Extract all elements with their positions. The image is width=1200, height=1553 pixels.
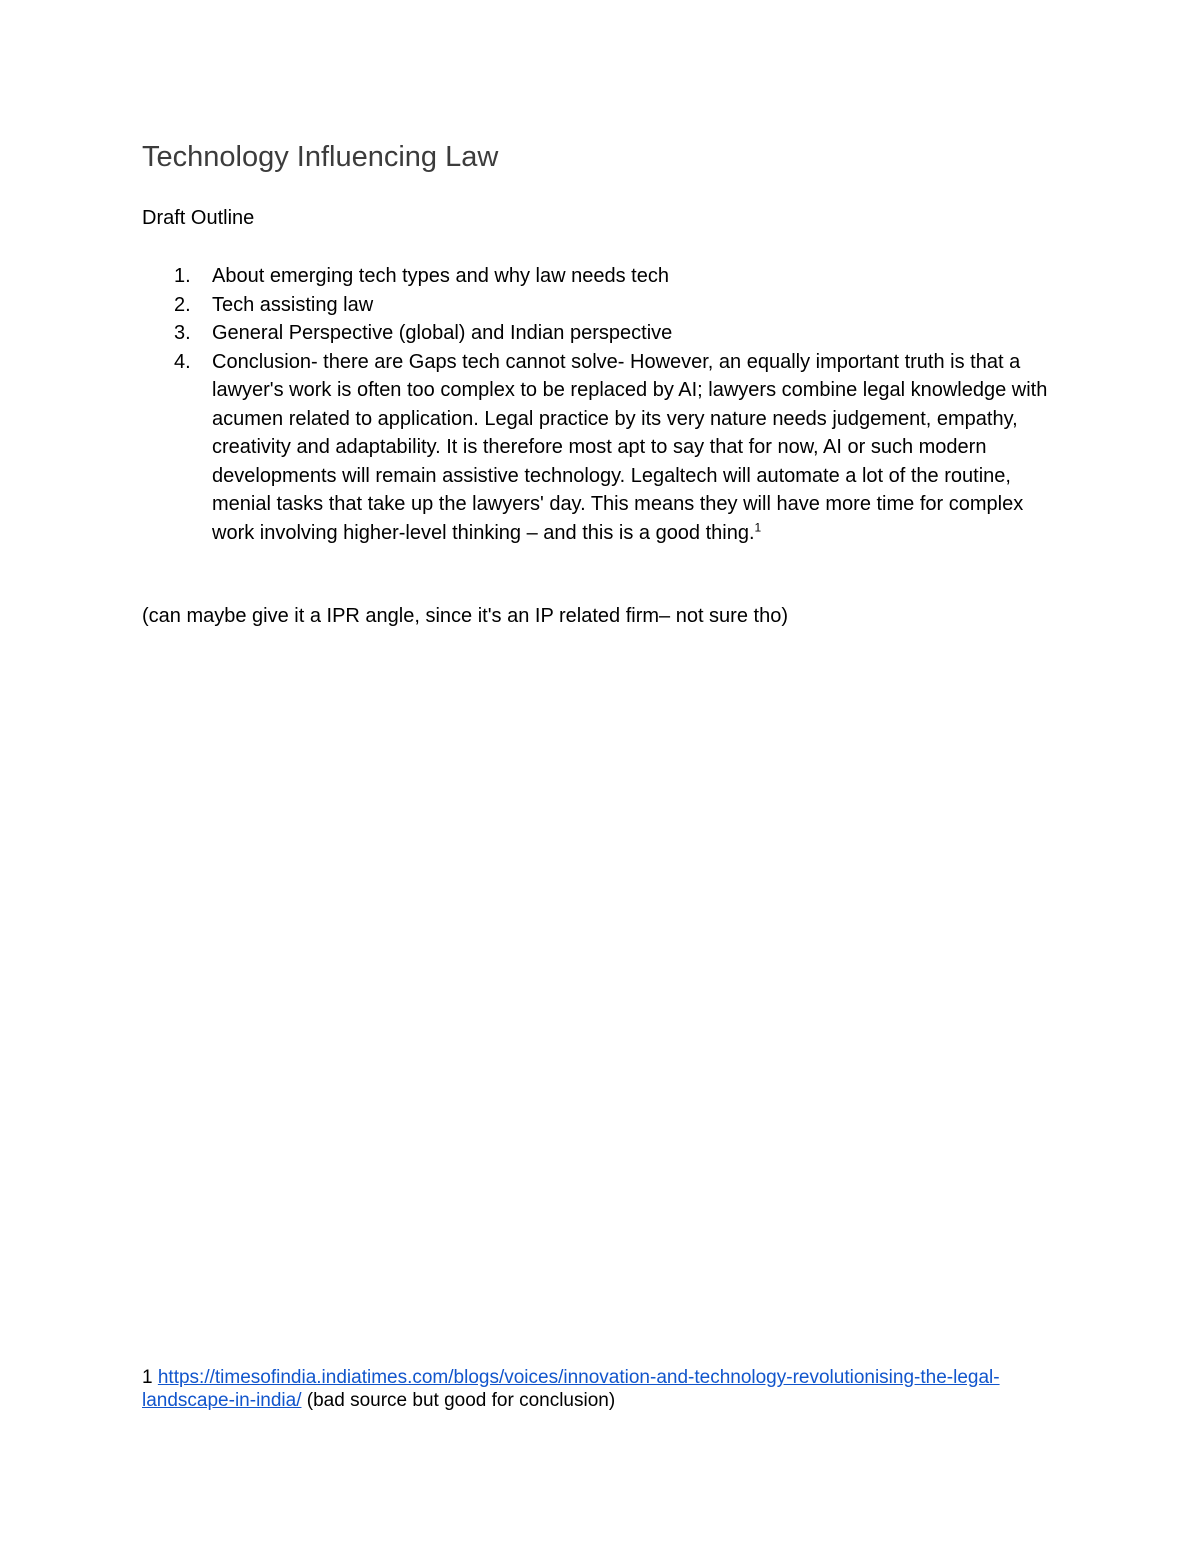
list-item-number: 1. — [174, 265, 191, 287]
list-item-text: Conclusion- there are Gaps tech cannot solve- However, an equally important truth is that a lawyer's work is often too complex to be replaced by AI; lawyers combine legal knowledge with acumen related to application. Legal practice by its very nature needs judgement, empathy, creativity and adaptability. It is therefore most apt to say that for now, AI or such modern developments will remain assistive technology. Legaltech will automate a lot of the routine, menial tasks that take up the lawyers' day. This means they will have more time for complex work involving higher-level thinking – and this is a good thing. — [212, 350, 1048, 544]
list-item-number: 2. — [174, 293, 191, 316]
list-item-text: Tech assisting law — [212, 293, 374, 316]
footnote — [142, 1366, 1042, 1412]
list-item-number: 3. — [174, 322, 191, 344]
list-item-text: General Perspective (global) and Indian perspective — [212, 322, 673, 344]
list-item — [142, 262, 1052, 291]
list-item — [142, 319, 1052, 348]
side-note: (can maybe give it a IPR angle, since it's an IP related firm– not sure tho) — [142, 605, 788, 627]
list-item-text: About emerging tech types and why law needs tech — [212, 265, 669, 287]
footnote-number: 1 — [142, 1367, 153, 1388]
footnote-link[interactable]: https://timesofindia.indiatimes.com/blogs/voices/innovation-and-technology-revolutionising-the-legal-landscape-in-india/ — [142, 1367, 1000, 1411]
outline-list — [142, 262, 1052, 547]
document-title: Technology Influencing Law — [142, 141, 499, 173]
footnote-suffix: (bad source but good for conclusion) — [301, 1390, 616, 1411]
document-subtitle: Draft Outline — [142, 207, 255, 229]
footnote-reference[interactable]: 1 — [754, 519, 762, 534]
list-item — [142, 348, 1052, 548]
list-item-number: 4. — [174, 350, 191, 373]
list-item — [142, 291, 1052, 320]
